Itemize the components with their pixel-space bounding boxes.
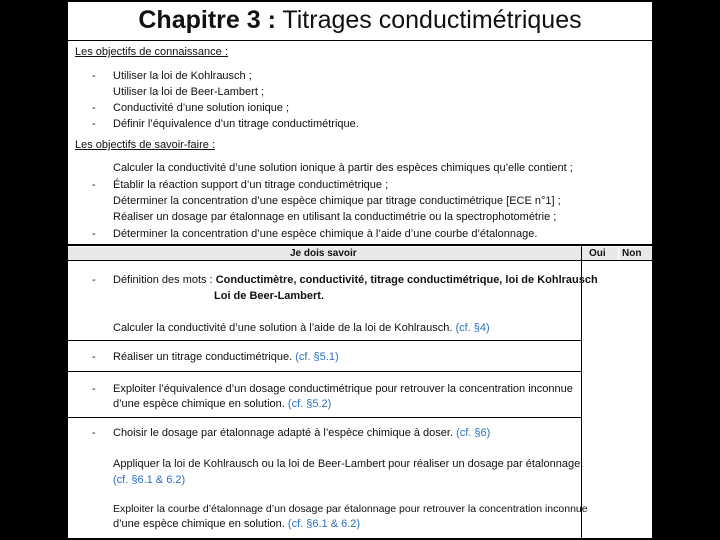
table-row-rule <box>68 417 581 418</box>
document-page <box>68 2 652 538</box>
curve-ref: (cf. §6.1 & 6.2) <box>287 518 361 530</box>
definition-line <box>113 274 598 287</box>
skills-item: Établir la réaction support d’un titrage conductimétrique ; <box>113 179 389 191</box>
skills-item: Déterminer la concentration d’une espèce chimique par titrage conductimétrique [ECE n°1] ; <box>113 195 561 207</box>
chapter-label: Chapitre 3 : <box>138 6 276 34</box>
equivalence-text: d’une espèce chimique en solution. <box>113 398 285 410</box>
choice-ref: (cf. §6) <box>456 427 491 439</box>
table-row-rule <box>68 340 581 341</box>
curve-line: Exploiter la courbe d’étalonnage d’un dosage par étalonnage pour retrouver la concentration inconnue <box>113 503 588 515</box>
calc-ref: (cf. §4) <box>455 322 490 334</box>
knowledge-heading: Les objectifs de connaissance : <box>75 46 228 58</box>
choice-line <box>113 427 490 440</box>
knowledge-item: Conductivité d’une solution ionique ; <box>113 102 290 114</box>
knowledge-bullet: - <box>92 118 96 130</box>
equivalence-line1: Exploiter l’équivalence d’un dosage conductimétrique pour retrouver la concentration inconnue <box>113 383 573 395</box>
titration-text: Réaliser un titrage conductimétrique. <box>113 351 293 363</box>
page-title <box>68 6 652 35</box>
definition-terms: Conductimètre, conductivité, titrage conductimétrique, loi de Kohlrausch <box>215 274 598 286</box>
calc-line <box>113 322 490 335</box>
table-bullet: - <box>92 351 96 363</box>
skills-heading: Les objectifs de savoir-faire : <box>75 139 216 151</box>
knowledge-item: Utiliser la loi de Kohlrausch ; <box>113 70 252 82</box>
table-header-no: Non <box>622 248 642 259</box>
table-bullet: - <box>92 383 96 395</box>
apply-ref: (cf. §6.1 & 6.2) <box>113 474 186 486</box>
table-header-main: Je dois savoir <box>290 248 357 259</box>
titration-ref: (cf. §5.1) <box>295 351 339 363</box>
skills-bullet: - <box>92 179 96 191</box>
knowledge-item: Utiliser la loi de Beer-Lambert ; <box>113 86 265 98</box>
curve-line2 <box>113 518 360 531</box>
table-top-rule <box>68 244 652 246</box>
table-row-rule <box>68 371 581 372</box>
knowledge-bullet: - <box>92 70 96 82</box>
table-col-rule-yes <box>581 246 582 538</box>
title-rule <box>68 40 652 41</box>
curve-text: d’une espèce chimique en solution. <box>113 518 285 530</box>
definition-terms-cont: Loi de Beer-Lambert. <box>214 290 325 302</box>
skills-bullet: - <box>92 228 96 240</box>
table-header-yes: Oui <box>589 248 606 259</box>
apply-line: Appliquer la loi de Kohlrausch ou la loi de Beer-Lambert pour réaliser un dosage par étalonnage. <box>113 458 584 470</box>
table-header-rule <box>68 260 652 261</box>
skills-item: Réaliser un dosage par étalonnage en utilisant la conductimétrie ou la spectrophotométrie ; <box>113 211 557 223</box>
choice-text: Choisir le dosage par étalonnage adapté à l’espèce chimique à doser. <box>113 427 454 439</box>
equivalence-ref: (cf. §5.2) <box>287 398 332 410</box>
skills-item: Calculer la conductivité d’une solution ionique à partir des espèces chimiques qu’elle contient ; <box>113 162 573 174</box>
calc-text: Calculer la conductivité d’une solution à l’aide de la loi de Kohlrausch. <box>113 322 453 334</box>
titration-line <box>113 351 339 364</box>
table-bullet: - <box>92 427 96 439</box>
chapter-subject: Titrages conductimétriques <box>282 6 582 34</box>
table-bullet: - <box>92 274 96 286</box>
knowledge-bullet: - <box>92 102 96 114</box>
definition-prefix: Définition des mots : <box>113 274 216 286</box>
equivalence-line2 <box>113 398 331 411</box>
skills-item: Déterminer la concentration d’une espèce chimique à l’aide d’une courbe d’étalonnage. <box>113 228 538 240</box>
knowledge-item: Définir l’équivalence d’un titrage conductimétrique. <box>113 118 359 130</box>
